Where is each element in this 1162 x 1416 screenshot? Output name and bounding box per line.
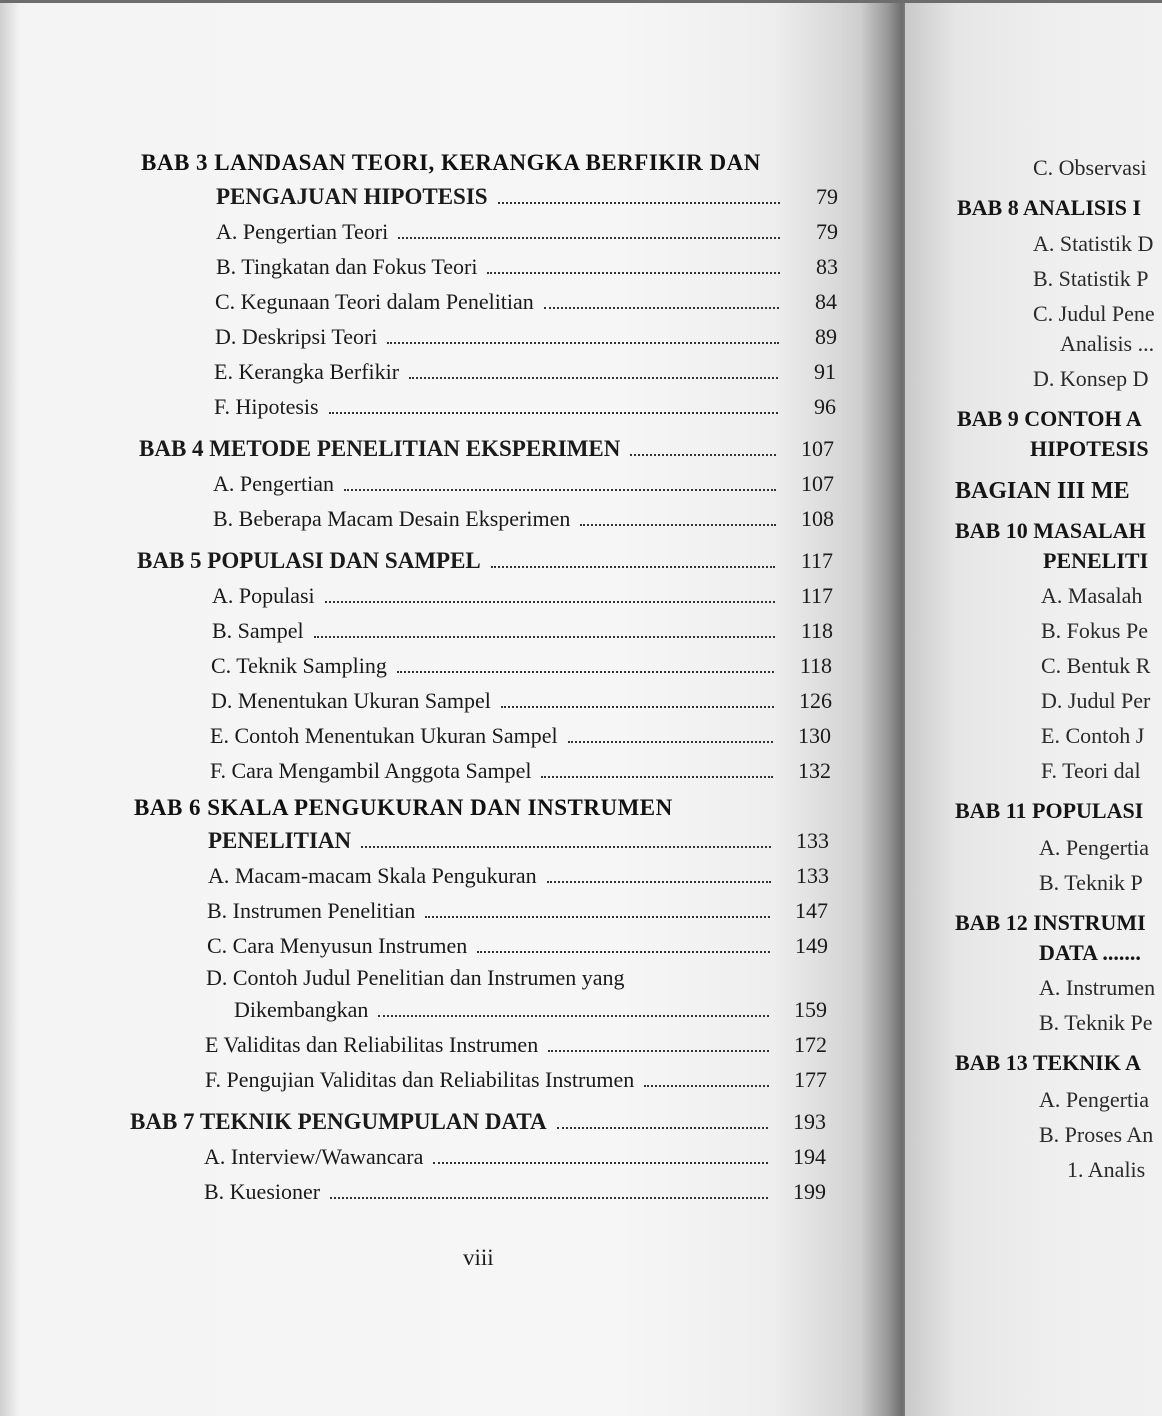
rp-line: C. Bentuk R: [1041, 653, 1151, 678]
rp-line: E. Contoh J: [1041, 723, 1145, 748]
toc-row: [210, 754, 831, 784]
chapter-heading: PENGAJUAN HIPOTESIS: [216, 184, 488, 209]
dot-leader: [477, 951, 770, 953]
toc-row-chapter: [139, 432, 834, 462]
toc-row: [212, 579, 833, 609]
dot-leader: [387, 342, 779, 344]
page-number: 107: [801, 471, 834, 496]
toc-row: [234, 993, 827, 1023]
dot-leader: [378, 1015, 769, 1017]
toc-entry: E Validitas dan Reliabilitas Instrumen: [205, 1032, 539, 1057]
chapter-heading: BAB 5 POPULASI DAN SAMPEL: [137, 548, 481, 573]
toc-row: [216, 250, 838, 280]
dot-leader: [498, 202, 780, 204]
page-number: 117: [800, 583, 833, 608]
rp-line: F. Teori dal: [1041, 758, 1141, 783]
page-folio: viii: [463, 1245, 494, 1270]
page-number: 159: [794, 997, 827, 1022]
rp-line: BAB 8 ANALISIS I: [957, 195, 1142, 220]
dot-leader: [491, 566, 775, 568]
toc-entry: E. Kerangka Berfikir: [214, 359, 400, 384]
page-number: 132: [798, 758, 831, 783]
toc-row: [211, 649, 832, 679]
dot-leader: [487, 272, 780, 274]
page-number: 117: [800, 548, 833, 573]
dot-leader: [501, 706, 774, 708]
dot-leader: [541, 776, 773, 778]
toc-entry: B. Beberapa Macam Desain Eksperimen: [213, 506, 571, 531]
page-number: 199: [793, 1179, 826, 1204]
toc-row: [210, 719, 831, 749]
right-page: [905, 0, 1162, 1416]
toc-row: [212, 614, 833, 644]
page-number: 194: [793, 1144, 826, 1169]
toc-row: [216, 215, 838, 245]
chapter-heading: BAB 3 LANDASAN TEORI, KERANGKA BERFIKIR DAN: [141, 150, 761, 175]
toc-entry: C. Kegunaan Teori dalam Penelitian: [215, 289, 534, 314]
toc-entry: A. Populasi: [212, 583, 315, 608]
dot-leader: [344, 489, 776, 491]
toc-entry: B. Sampel: [212, 618, 304, 643]
dot-leader: [330, 1197, 768, 1199]
toc-row-chapter: [130, 1105, 826, 1135]
toc-entry: A. Pengertian Teori: [216, 219, 389, 244]
rp-line: BAB 12 INSTRUMI: [955, 910, 1146, 935]
page-number: 107: [801, 436, 834, 461]
dot-leader: [630, 454, 776, 456]
rp-line: BAB 10 MASALAH: [955, 518, 1146, 543]
toc-row: [207, 929, 828, 959]
page-number: 126: [799, 688, 832, 713]
rp-line: B. Teknik Pe: [1039, 1010, 1153, 1035]
dot-leader: [580, 524, 776, 526]
page-number: 172: [794, 1032, 827, 1057]
rp-line: BAB 13 TEKNIK A: [955, 1050, 1142, 1075]
page-number: 149: [795, 933, 828, 958]
page-number: 133: [796, 828, 829, 853]
toc-entry: F. Pengujian Validitas dan Reliabilitas Instrumen: [205, 1067, 635, 1092]
rp-line: A. Masalah: [1041, 583, 1143, 608]
dot-leader: [398, 237, 780, 239]
dot-leader: [544, 307, 779, 309]
dot-leader: [314, 636, 775, 638]
toc-row: [213, 502, 834, 532]
page-number: 89: [815, 324, 837, 349]
rp-line: B. Teknik P: [1039, 870, 1143, 895]
toc-row: [204, 1175, 826, 1205]
chapter-heading: PENELITIAN: [208, 828, 352, 853]
page-number: 84: [815, 289, 837, 314]
rp-line: HIPOTESIS: [1030, 436, 1149, 461]
toc-row: [213, 467, 834, 497]
page-number: 147: [795, 898, 828, 923]
toc-row: [215, 320, 837, 350]
rp-line: C. Judul Pene: [1033, 301, 1155, 326]
rp-line: B. Statistik P: [1033, 266, 1149, 291]
toc-entry: A. Pengertian: [213, 471, 334, 496]
dot-leader: [568, 741, 773, 743]
toc-entry: D. Menentukan Ukuran Sampel: [211, 688, 491, 713]
rp-line: 1. Analis: [1067, 1157, 1146, 1182]
toc-row: [208, 859, 829, 889]
rp-line: BAB 9 CONTOH A: [957, 406, 1142, 431]
dot-leader: [425, 916, 770, 918]
toc-row: [214, 355, 836, 385]
dot-leader: [397, 671, 774, 673]
dot-leader: [548, 1050, 769, 1052]
chapter-heading: BAB 7 TEKNIK PENGUMPULAN DATA: [130, 1109, 547, 1134]
toc-entry: C. Teknik Sampling: [211, 653, 387, 678]
toc-entry: F. Hipotesis: [214, 394, 319, 419]
dot-leader: [433, 1162, 768, 1164]
toc-entry: D. Contoh Judul Penelitian dan Instrumen yang: [206, 965, 625, 990]
toc-entry: B. Tingkatan dan Fokus Teori: [216, 254, 478, 279]
toc-entry: A. Macam-macam Skala Pengukuran: [208, 863, 537, 888]
rp-line: A. Statistik D: [1033, 231, 1154, 256]
toc-entry: C. Cara Menyusun Instrumen: [207, 933, 468, 958]
toc-row: [204, 1140, 826, 1170]
dot-leader: [557, 1127, 768, 1129]
page-number: 177: [794, 1067, 827, 1092]
toc-row: [205, 1028, 827, 1058]
dot-leader: [409, 377, 778, 379]
page-number: 96: [814, 394, 836, 419]
toc-row: [215, 285, 837, 315]
page-number: 79: [816, 184, 838, 209]
rp-line: BAGIAN III ME: [955, 478, 1130, 504]
page-number: 118: [799, 653, 832, 678]
rp-line: D. Judul Per: [1041, 688, 1151, 713]
dot-leader: [329, 412, 778, 414]
rp-line: A. Pengertia: [1039, 835, 1149, 860]
page-number: 83: [816, 254, 838, 279]
rp-line: B. Proses An: [1039, 1122, 1154, 1147]
toc-entry: Dikembangkan: [234, 997, 369, 1022]
toc-row: [214, 390, 836, 420]
page-number: 91: [814, 359, 836, 384]
page-number: 130: [798, 723, 831, 748]
chapter-heading: BAB 4 METODE PENELITIAN EKSPERIMEN: [139, 436, 621, 461]
toc-entry: F. Cara Mengambil Anggota Sampel: [210, 758, 532, 783]
page-number: 79: [816, 219, 838, 244]
toc-entry: E. Contoh Menentukan Ukuran Sampel: [210, 723, 558, 748]
rp-line: B. Fokus Pe: [1041, 618, 1148, 643]
page-number: 108: [801, 506, 834, 531]
page-number: 193: [793, 1109, 826, 1134]
rp-line: PENELITI: [1043, 548, 1149, 573]
toc-entry: B. Instrumen Penelitian: [207, 898, 416, 923]
toc-entry: A. Interview/Wawancara: [204, 1144, 424, 1169]
rp-line: Analisis ...: [1060, 331, 1155, 356]
rp-line: A. Instrumen: [1039, 975, 1156, 1000]
dot-leader: [325, 601, 775, 603]
dot-leader: [361, 846, 771, 848]
chapter-heading: BAB 6 SKALA PENGUKURAN DAN INSTRUMEN: [134, 795, 673, 820]
toc-row-chapter: [137, 544, 833, 574]
toc-entry: B. Kuesioner: [204, 1179, 321, 1204]
rp-line: BAB 11 POPULASI: [955, 798, 1144, 823]
toc-entry: D. Deskripsi Teori: [215, 324, 378, 349]
toc-row: [207, 894, 828, 924]
toc-row: [205, 1063, 827, 1093]
rp-line: DATA .......: [1039, 940, 1141, 965]
page-number: 118: [800, 618, 833, 643]
toc-row-chapter: [216, 180, 838, 210]
dot-leader: [644, 1085, 769, 1087]
rp-line: D. Konsep D: [1033, 366, 1149, 391]
toc-row: [211, 684, 832, 714]
toc-row-chapter: [208, 824, 829, 854]
page-number: 133: [796, 863, 829, 888]
rp-line: C. Observasi: [1033, 155, 1147, 180]
dot-leader: [547, 881, 771, 883]
rp-line: A. Pengertia: [1039, 1087, 1149, 1112]
